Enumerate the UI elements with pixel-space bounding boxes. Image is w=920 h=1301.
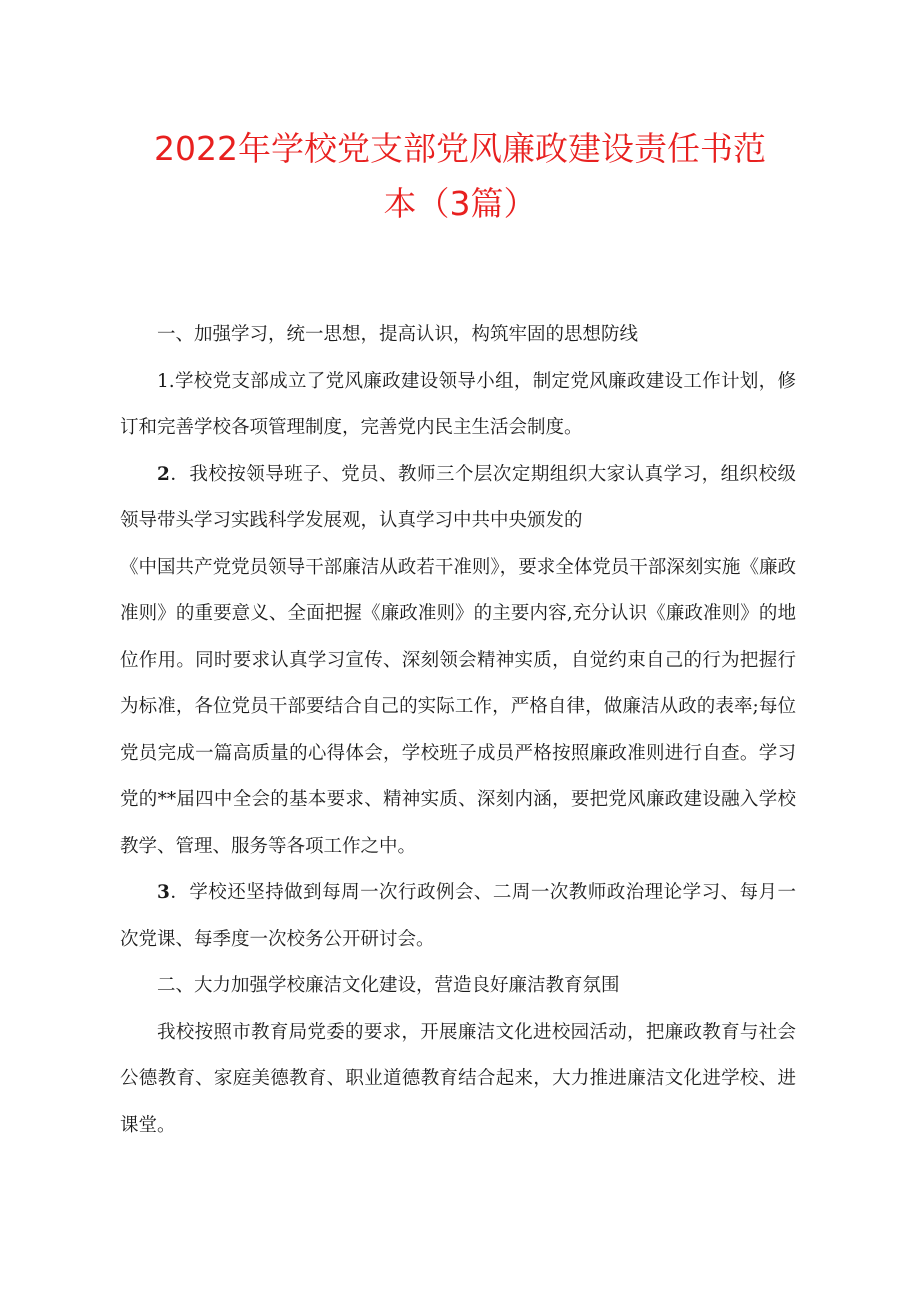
paragraph-item-4: 我校按照市教育局党委的要求，开展廉洁文化进校园活动，把廉政教育与社会公德教育、家庭美德教育、职业道德教育结合起来，大力推进廉洁文化进学校、进课堂。 [120, 1021, 796, 1136]
document-title-line2: 本（3篇） [383, 184, 537, 223]
item-number-3: 3 [157, 882, 170, 903]
document-title-line1: 2022年学校党支部党风廉政建设责任书范 [154, 129, 766, 168]
item-number-2: 2 [157, 463, 170, 485]
paragraph-item-2-continued: 《中国共产党党员领导干部廉洁从政若干准则》，要求全体党员干部深刻实施《廉政准则》的重要意义、全面把握《廉政准则》的主要内容,充分认识《廉政准则》的地位作用。同时要求认真学习宣传、深刻领会精神实质，自觉约束自己的行为把握行为标准，各位党员干部要结合自己的实际工作，严格自律，做廉洁从政的表率;每位党员完成一篇高质量的心得体会，学校班子成员严格按照廉政准则进行自查。学习党的**届四中全会的基本要求、精神实质、深刻内涵，要把党风廉政建设融入学校教学、管理、服务等各项工作之中。 [120, 556, 796, 857]
paragraph-item-3 [120, 870, 796, 963]
paragraph-item-2-text: ．我校按领导班子、党员、教师三个层次定期组织大家认真学习，组织校级领导带头学习实践科学发展观，认真学习中共中央颁发的 [120, 463, 796, 531]
paragraph-item-3-text: ．学校还坚持做到每周一次行政例会、二周一次教师政治理论学习、每月一次党课、每季度一次校务公开研讨会。 [120, 882, 796, 950]
paragraph-item-2 [120, 452, 796, 545]
document-body [120, 312, 796, 1149]
section-heading-1: 一、加强学习，统一思想，提高认识，构筑牢固的思想防线 [157, 324, 639, 345]
paragraph-item-1: 1.学校党支部成立了党风廉政建设领导小组，制定党风廉政建设工作计划，修订和完善学校各项管理制度，完善党内民主生活会制度。 [120, 370, 796, 438]
section-heading-2: 二、大力加强学校廉洁文化建设，营造良好廉洁教育氛围 [157, 975, 620, 996]
